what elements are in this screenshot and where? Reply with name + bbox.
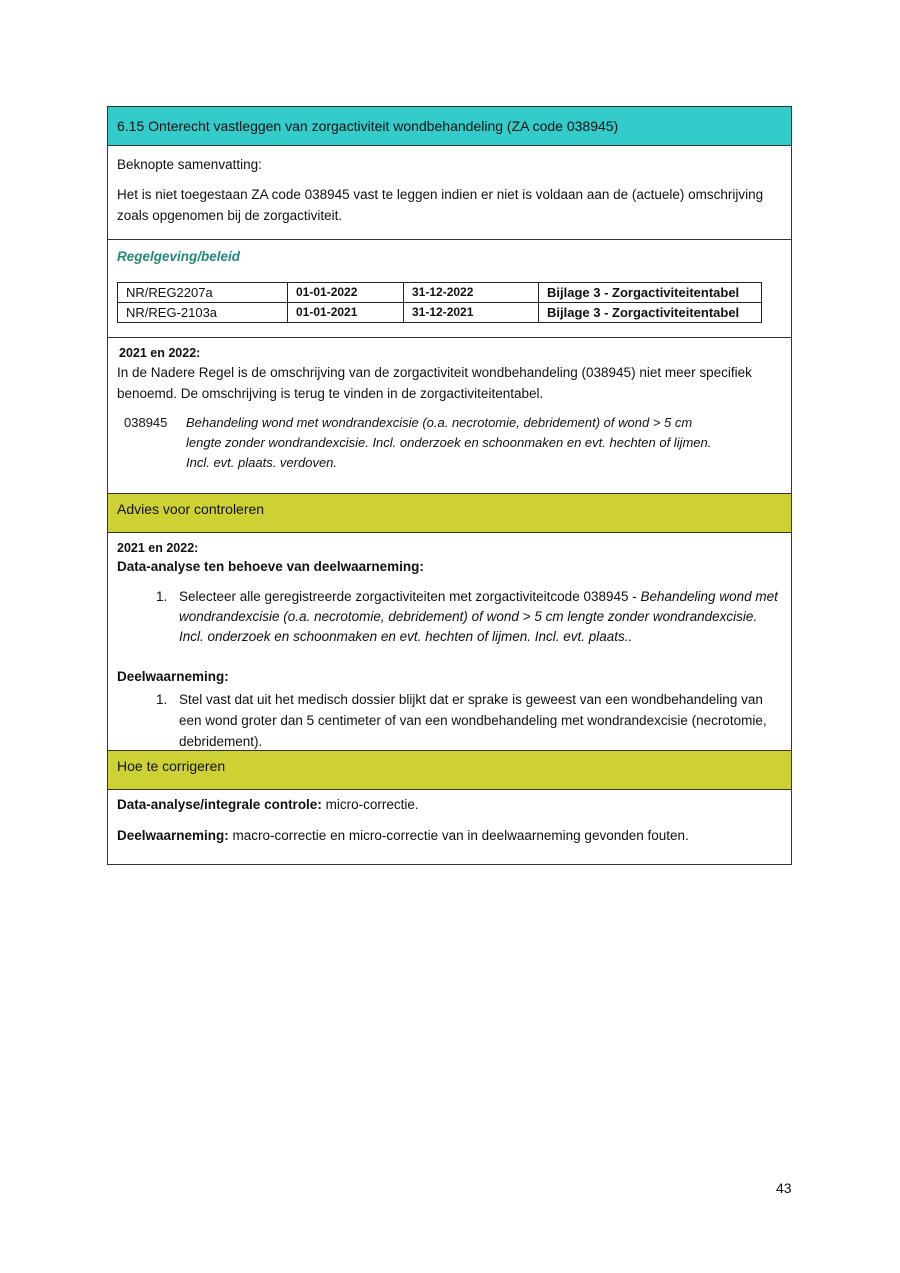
corrigeren-header — [108, 751, 791, 790]
section-header — [108, 107, 791, 146]
table-row — [118, 303, 762, 323]
code-description — [117, 413, 782, 473]
data-analyse-title: Data-analyse ten behoeve van deelwaarneming: — [117, 559, 424, 574]
end-date-cell: 31-12-2022 — [404, 283, 539, 303]
za-description — [186, 413, 711, 473]
corrigeren-title: Hoe te corrigeren — [117, 758, 226, 774]
start-date-cell: 01-01-2022 — [288, 283, 404, 303]
note-year: 2021 en 2022: — [119, 346, 201, 360]
table-row — [118, 283, 762, 303]
regelgeving-section — [108, 240, 791, 338]
step-italic-text: Behandeling wond met wondrandexcisie (o.a. necrotomie, debridement) of wond > 5 cm lengte zonder wondrandexcisie. Incl. onderzoek en schoonmaken en evt. hechten of lijmen. Incl. evt. plaats.. — [179, 589, 778, 644]
regeling-cell: NR/REG2207a — [118, 283, 288, 303]
regelgeving-table — [117, 282, 762, 323]
data-analyse-steps — [117, 587, 782, 647]
deelwaarneming-title: Deelwaarneming: — [117, 669, 229, 684]
note-text: In de Nadere Regel is de omschrijving van de zorgactiviteit wondbehandeling (038945) niet meer specifiek benoemd. De omschrijving is terug te vinden in de zorgactiviteitentabel. — [117, 365, 752, 401]
bijlage-cell: Bijlage 3 - Zorgactiviteitentabel — [539, 303, 762, 323]
summary-label: Beknopte samenvatting: — [117, 157, 262, 172]
correction-text: micro-correctie. — [321, 797, 419, 812]
list-item: 1. Stel vast dat uit het medisch dossier blijkt dat er sprake is geweest van een wondbehandeling van een wond groter dan 5 centimeter of van een wondbehandeling met wondrandexcisie (necrotomie, debridement). — [171, 689, 782, 752]
deelwaarneming-steps — [117, 689, 782, 752]
summary-section — [108, 146, 791, 240]
advies-header — [108, 494, 791, 533]
correction-line — [117, 825, 782, 847]
correction-line — [117, 794, 782, 816]
za-code: 038945 — [124, 415, 168, 430]
end-date-cell: 31-12-2021 — [404, 303, 539, 323]
correction-label: Deelwaarneming: — [117, 828, 229, 843]
correction-text: macro-correctie en micro-correctie van in deelwaarneming gevonden fouten. — [228, 828, 689, 843]
start-date-cell: 01-01-2021 — [288, 303, 404, 323]
advies-title: Advies voor controleren — [117, 501, 265, 517]
regelgeving-title: Regelgeving/beleid — [117, 249, 241, 264]
za-description-line: Behandeling wond met wondrandexcisie (o.a. necrotomie, debridement) of wond > 5 cm — [186, 415, 693, 430]
list-item — [171, 587, 782, 647]
za-description-line: lengte zonder wondrandexcisie. Incl. onderzoek en schoonmaken en evt. hechten of lijmen. — [186, 435, 712, 450]
rule-table — [107, 106, 792, 865]
step-text: Selecteer alle geregistreerde zorgactiviteiten met zorgactiviteitcode 038945 - — [179, 589, 641, 604]
bijlage-cell: Bijlage 3 - Zorgactiviteitentabel — [539, 283, 762, 303]
note-section — [108, 338, 791, 494]
section-title: 6.15 Onterecht vastleggen van zorgactiviteit wondbehandeling (ZA code 038945) — [117, 118, 619, 134]
regeling-cell: NR/REG-2103a — [118, 303, 288, 323]
correction-label: Data-analyse/integrale controle: — [117, 797, 322, 812]
corrigeren-section — [108, 790, 791, 864]
za-description-line: Incl. evt. plaats. verdoven. — [186, 455, 338, 470]
page-number: 43 — [776, 1180, 792, 1196]
advies-year: 2021 en 2022: — [117, 541, 199, 555]
advies-section — [108, 533, 791, 751]
summary-text: Het is niet toegestaan ZA code 038945 vast te leggen indien er niet is voldaan aan de (actuele) omschrijving zoals opgenomen bij de zorgactiviteit. — [117, 187, 764, 223]
